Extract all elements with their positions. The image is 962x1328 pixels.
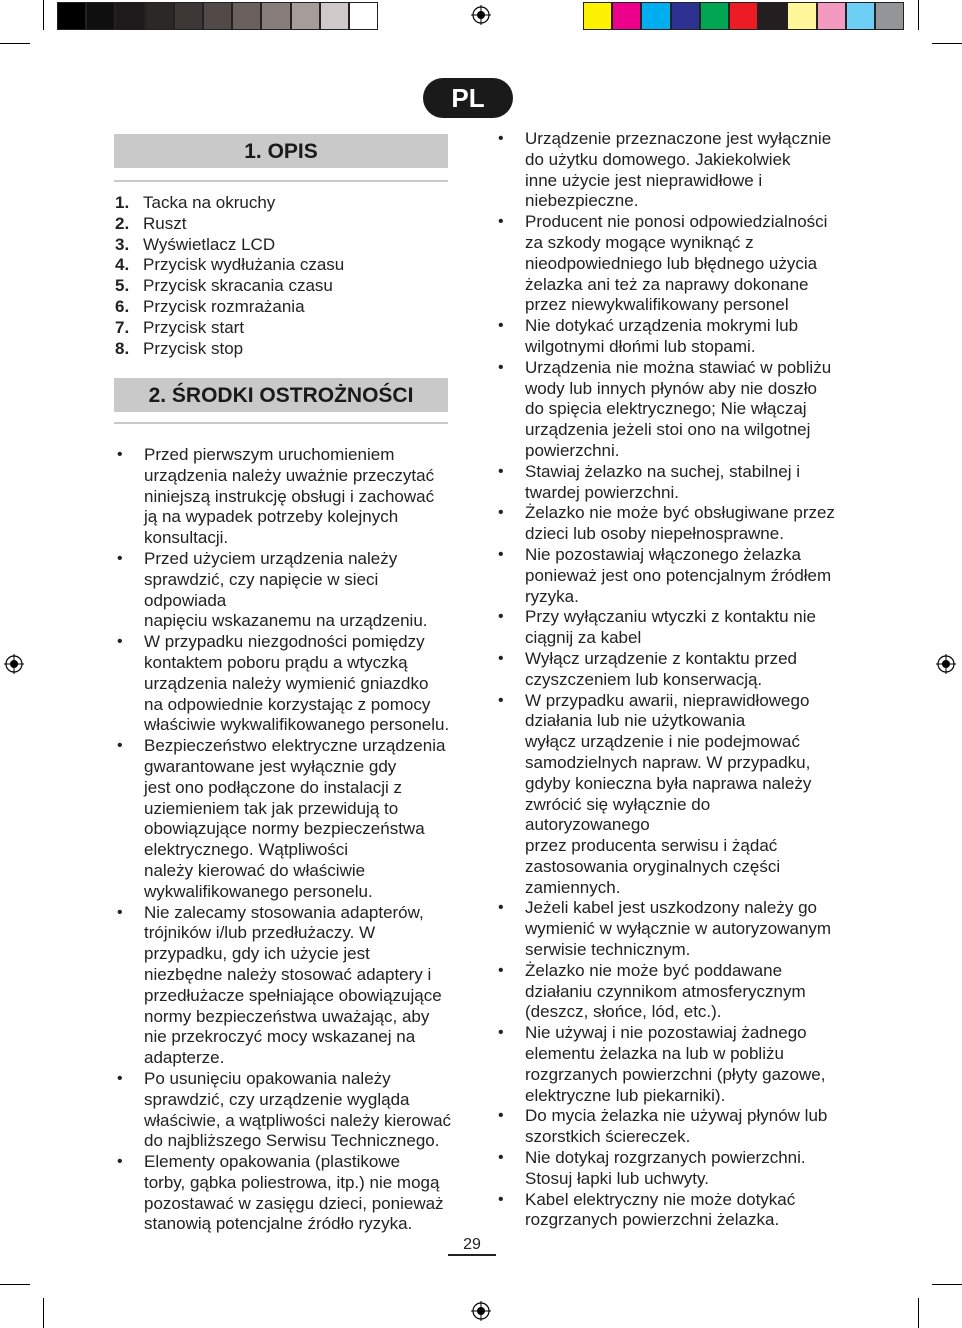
list-item-text: Wyświetlacz LCD bbox=[143, 234, 276, 254]
bullet-item: • Przed użyciem urządzenia należy sprawdzić, czy napięcie w sieci odpowiada napięciu wskazanemu na urządzeniu. bbox=[144, 549, 454, 632]
color-swatch bbox=[641, 2, 670, 30]
gray-swatch bbox=[57, 2, 86, 30]
color-swatch bbox=[612, 2, 641, 30]
list-item-number: 5. bbox=[115, 276, 130, 296]
bullet-item: • Wyłącz urządzenie z kontaktu przed czyszczeniem lub konserwacją. bbox=[525, 649, 835, 691]
divider bbox=[114, 180, 448, 182]
color-swatch bbox=[787, 2, 816, 30]
gray-swatch bbox=[349, 2, 378, 30]
language-badge: PL bbox=[423, 78, 513, 118]
bullet-item: • Elementy opakowania (plastikowe torby, gąbka poliestrowa, itp.) nie mogą pozostawać w zasięgu dzieci, ponieważ stanowią potencjalne źródło ryzyka. bbox=[144, 1152, 454, 1235]
bullet-item: • Po usunięciu opakowania należy sprawdzić, czy urządzenie wygląda właściwie, a wątpliwości należy kierować do najbliższego Serwisu Technicznego. bbox=[144, 1069, 454, 1152]
color-swatch bbox=[817, 2, 846, 30]
list-item-text: Przycisk wydłużania czasu bbox=[143, 255, 345, 275]
bullet-item: • W przypadku awarii, nieprawidłowego działania lub nie użytkowania wyłącz urządzenie i nie podejmować samodzielnych napraw. W przypadku, gdyby konieczna była naprawa należy zwrócić się wyłącznie do autoryzowanego przez producenta serwisu i żądać zastosowania oryginalnych części zamiennych. bbox=[525, 691, 835, 899]
crop-mark bbox=[43, 0, 44, 30]
list-item bbox=[115, 214, 344, 235]
list-item-number: 1. bbox=[115, 193, 130, 212]
registration-mark-icon bbox=[471, 5, 491, 25]
list-item-number: 2. bbox=[115, 213, 130, 233]
color-swatch bbox=[846, 2, 875, 30]
list-item-number: 7. bbox=[115, 317, 130, 337]
safety-list-left bbox=[144, 445, 454, 1235]
page-number: 29 bbox=[463, 1236, 481, 1253]
list-item-text: Przycisk skracania czasu bbox=[143, 276, 333, 296]
section-2-heading: 2. ŚRODKI OSTROŻNOŚCI bbox=[114, 378, 448, 412]
crop-mark bbox=[0, 1284, 30, 1285]
list-item-number: 3. bbox=[115, 234, 130, 254]
color-swatch bbox=[729, 2, 758, 30]
list-item bbox=[115, 255, 344, 276]
bullet-item: • Przed pierwszym uruchomieniem urządzenia należy uważnie przeczytać niniejszą instrukcję obsługi i zachować ją na wypadek potrzeby kolejnych konsultacji. bbox=[144, 445, 454, 549]
bullet-item: • Bezpieczeństwo elektryczne urządzenia gwarantowane jest wyłącznie gdy jest ono podłączone do instalacji z uziemieniem tak jak przewidują to obowiązujące normy bezpieczeństwa elektrycznego. Wątpliwości należy kierować do właściwie wykwalifikowanego personelu. bbox=[144, 736, 454, 902]
gray-swatch bbox=[86, 2, 115, 30]
page-number-underline bbox=[448, 1254, 496, 1256]
crop-mark bbox=[932, 43, 962, 44]
bullet-item: • Żelazko nie może być poddawane działaniu czynnikom atmosferycznym (deszcz, słońce, lód, etc.). bbox=[525, 961, 835, 1023]
bullet-item: • Nie pozostawiaj włączonego żelazka ponieważ jest ono potencjalnym źródłem ryzyka. bbox=[525, 545, 835, 607]
list-item bbox=[115, 318, 344, 339]
gray-swatch bbox=[291, 2, 320, 30]
list-item-number: 8. bbox=[115, 338, 130, 358]
gray-swatch bbox=[320, 2, 349, 30]
gray-swatch bbox=[115, 2, 144, 30]
list-item-text: Ruszt bbox=[143, 213, 187, 233]
gray-swatch bbox=[232, 2, 261, 30]
color-swatch bbox=[583, 2, 612, 30]
list-item-text: Przycisk stop bbox=[143, 338, 244, 358]
safety-list-right bbox=[525, 129, 835, 1231]
crop-mark bbox=[0, 43, 30, 44]
divider bbox=[114, 422, 448, 424]
list-item bbox=[115, 235, 344, 256]
crop-mark bbox=[932, 1284, 962, 1285]
bullet-item: • Do mycia żelazka nie używaj płynów lub szorstkich ściereczek. bbox=[525, 1106, 835, 1148]
gray-swatch bbox=[203, 2, 232, 30]
bullet-item: • Stawiaj żelazko na suchej, stabilnej i twardej powierzchni. bbox=[525, 462, 835, 504]
list-item-number: 4. bbox=[115, 255, 130, 275]
bullet-item: • Urządzenie przeznaczone jest wyłącznie do użytku domowego. Jakiekolwiek inne użycie jest nieprawidłowe i niebezpieczne. bbox=[525, 129, 835, 212]
gray-swatch bbox=[261, 2, 290, 30]
list-item bbox=[115, 339, 344, 360]
bullet-item: • Nie dotykać urządzenia mokrymi lub wilgotnymi dłońmi lub stopami. bbox=[525, 316, 835, 358]
bullet-item: • W przypadku niezgodności pomiędzy kontaktem poboru prądu a wtyczką urządzenia należy wymienić gniazdko na odpowiednie korzystając z pomocy właściwie wykwalifikowanego personelu. bbox=[144, 632, 454, 736]
crop-mark bbox=[918, 1298, 919, 1328]
registration-mark-icon bbox=[936, 654, 956, 674]
crop-mark bbox=[918, 0, 919, 30]
bullet-item: • Nie dotykaj rozgrzanych powierzchni. Stosuj łapki lub uchwyty. bbox=[525, 1148, 835, 1190]
bullet-item: • Nie zalecamy stosowania adapterów, trójników i/lub przedłużaczy. W przypadku, gdy ich użycie jest niezbędne należy stosować adaptery i przedłużacze spełniające obowiązujące normy bezpieczeństwa uważając, aby nie przekroczyć mocy wskazanej na adapterze. bbox=[144, 903, 454, 1069]
list-item bbox=[115, 276, 344, 297]
bullet-item: • Nie używaj i nie pozostawiaj żadnego elementu żelazka na lub w pobliżu rozgrzanych powierzchni (płyty gazowe, elektryczne lub piekarniki). bbox=[525, 1023, 835, 1106]
color-swatch bbox=[758, 2, 787, 30]
bullet-item: • Kabel elektryczny nie może dotykać rozgrzanych powierzchni żelazka. bbox=[525, 1190, 835, 1232]
registration-mark-icon bbox=[471, 1301, 491, 1321]
list-item-text: Tacka na okruchy bbox=[143, 193, 276, 212]
bullet-item: • Przy wyłączaniu wtyczki z kontaktu nie ciągnij za kabel bbox=[525, 607, 835, 649]
color-swatch bbox=[671, 2, 700, 30]
parts-list bbox=[115, 193, 344, 359]
list-item bbox=[115, 193, 344, 214]
bullet-item: • Urządzenia nie można stawiać w pobliżu wody lub innych płynów aby nie doszło do spięcia elektrycznego; Nie włączaj urządzenia jeżeli stoi ono na wilgotnej powierzchni. bbox=[525, 358, 835, 462]
gray-swatch bbox=[145, 2, 174, 30]
list-item bbox=[115, 297, 344, 318]
gray-swatch bbox=[174, 2, 203, 30]
list-item-text: Przycisk rozmrażania bbox=[143, 296, 305, 316]
color-swatch bbox=[700, 2, 729, 30]
crop-mark bbox=[43, 1298, 44, 1328]
list-item-text: Przycisk start bbox=[143, 317, 245, 337]
bullet-item: • Żelazko nie może być obsługiwane przez dzieci lub osoby niepełnosprawne. bbox=[525, 503, 835, 545]
list-item-number: 6. bbox=[115, 296, 130, 316]
bullet-item: • Jeżeli kabel jest uszkodzony należy go wymienić w wyłącznie w autoryzowanym serwisie technicznym. bbox=[525, 898, 835, 960]
color-swatch bbox=[875, 2, 904, 30]
bullet-item: • Producent nie ponosi odpowiedzialności za szkody mogące wyniknąć z nieodpowiedniego lub błędnego użycia żelazka ani też za naprawy dokonane przez niewykwalifikowany personel bbox=[525, 212, 835, 316]
section-1-heading: 1. OPIS bbox=[114, 134, 448, 168]
registration-mark-icon bbox=[4, 654, 24, 674]
